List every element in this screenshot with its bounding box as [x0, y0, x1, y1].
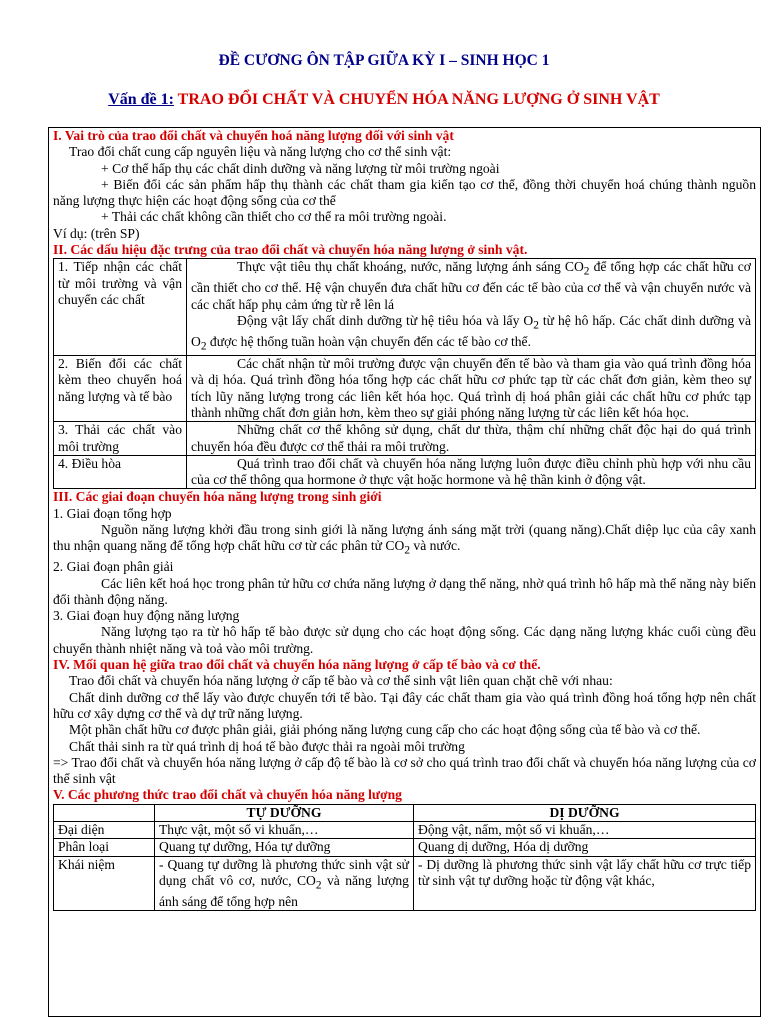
section-4-heading: IV. Mối quan hệ giữa trao đổi chất và chuyển hóa năng lượng ở cấp tế bào và cơ thể. [53, 657, 541, 673]
table-row [54, 839, 756, 856]
section-4-p4: Chất thải sinh ra từ quá trình dị hoá tế bào được thải ra ngoài môi trường [69, 738, 465, 754]
autotroph-cell: Quang tự dưỡng, Hóa tự dưỡng [155, 839, 414, 856]
header-autotroph: TỰ DƯỠNG [155, 804, 414, 821]
row-content: Các chất nhận từ môi trường được vận chuyển đến tế bào và tham gia vào quá trình đồng hóa và dị hóa. Quá trình đồng hóa tổng hợp các chất hữu cơ phức tạp từ các chất đơn giản, kèm theo sự tích lũy năng lượng trong các liên kết hóa học. Quá trình dị hoá phân giải các chất hữu cơ phức tạp thành những chất đơn giản hơn, kèm theo sự giải phóng năng lượng từ các liên kết hóa học. [187, 356, 756, 422]
header-empty [54, 804, 155, 821]
stage-2-text: Các liên kết hoá học trong phân tử hữu cơ chứa năng lượng ở dạng thế năng, nhờ quá trình hô hấp mà thế năng này biến đổi thành động năng. [53, 575, 756, 607]
section-2-heading: II. Các dấu hiệu đặc trưng của trao đổi chất và chuyển hóa năng lượng ở sinh vật. [53, 242, 528, 258]
row-label: Đại diện [54, 822, 155, 839]
row-label: 1. Tiếp nhận các chất từ môi trường và vận chuyển các chất [54, 259, 187, 356]
table-row [54, 455, 756, 489]
autotroph-concept: - Quang tự dưỡng là phương thức sinh vật sử dụng chất vô cơ, nước, $CO_2$ và năng lượng ánh sáng để tổng hợp nên [155, 856, 414, 911]
row-content: Thực vật tiêu thụ chất khoáng, nước, năng lượng ánh sáng $CO_2$ để tổng hợp các chất hữu cơ cần thiết cho cơ thể. Hệ vận chuyển đưa chất hữu cơ đến các tế bào của cơ thể và vận chuyển nước và các chất hấp phụ cảm ứng từ rễ lên lá Động vật lấy chất dinh dưỡng từ hệ tiêu hóa và lấy $O_2$ từ hệ hô hấp. Các chất dinh dưỡng và $O_2$ được hệ thống tuần hoàn vận chuyển đến các tế bào cơ thể. [187, 259, 756, 356]
section-4-p2: Chất dinh dưỡng cơ thể lấy vào được chuyển tới tế bào. Tại đây các chất tham gia vào quá trình đồng hoá tổng hợp nên chất hữu cơ xây dựng cơ thể và dự trữ năng lượng. [53, 689, 756, 721]
section-4-p3: Một phần chất hữu cơ được phân giải, giải phóng năng lượng cung cấp cho các hoạt động sống của tế bào và cơ thể. [69, 722, 701, 738]
stage-1-text: Nguồn năng lượng khởi đầu trong sinh giới là năng lượng ánh sáng mặt trời (quang năng).Chất diệp lục của cây xanh thu nhận quang năng để tổng hợp chất hữu cơ từ các phân tử $CO_2$ và nước. [53, 521, 756, 557]
row-label: Phân loại [54, 839, 155, 856]
table-row [54, 822, 756, 839]
stage-3-title: 3. Giai đoạn huy động năng lượng [53, 608, 240, 624]
stage-1-title: 1. Giai đoạn tổng hợp [53, 505, 172, 521]
row-label: 2. Biến đổi các chất kèm theo chuyển hoá năng lượng và tế bào [54, 356, 187, 422]
page-title: ĐỀ CƯƠNG ÔN TẬP GIỮA KỲ I – SINH HỌC 1 [218, 52, 550, 69]
section-1-example: Ví dụ: (trên SP) [53, 225, 140, 241]
row-content: Những chất cơ thể không sử dụng, chất dư thừa, thậm chí những chất độc hại do quá trình chuyển hóa đều được cơ thể thải ra môi trường. [187, 422, 756, 456]
section-3-heading: III. Các giai đoạn chuyển hóa năng lượng trong sinh giới [53, 489, 382, 505]
heterotroph-cell: Quang dị dưỡng, Hóa dị dưỡng [414, 839, 756, 856]
section-1-bullet-1: + Cơ thể hấp thụ các chất dinh dưỡng và năng lượng từ môi trường ngoài [101, 160, 500, 176]
table-row [54, 259, 756, 356]
row-label: 3. Thải các chất vào môi trường [54, 422, 187, 456]
table-row [54, 422, 756, 456]
content-box [48, 127, 761, 1017]
stage-2-title: 2. Giai đoạn phân giải [53, 559, 174, 575]
row-content: Quá trình trao đổi chất và chuyển hóa năng lượng luôn được điều chỉnh phù hợp với nhu cầu của cơ thể thông qua hormone ở thực vật hoặc hormone và hệ thần kinh ở động vật. [187, 455, 756, 489]
row-label: Khái niệm [54, 856, 155, 911]
characteristics-table [53, 258, 756, 489]
section-1-intro: Trao đổi chất cung cấp nguyên liệu và năng lượng cho cơ thể sinh vật: [69, 144, 452, 160]
row-label: 4. Điều hòa [54, 455, 187, 489]
topic-heading [0, 91, 768, 109]
section-5-heading: V. Các phương thức trao đổi chất và chuyển hóa năng lượng [53, 787, 402, 803]
header-heterotroph: DỊ DƯỠNG [414, 804, 756, 821]
table-row [54, 856, 756, 911]
heterotroph-concept: - Dị dưỡng là phương thức sinh vật lấy chất hữu cơ trực tiếp từ sinh vật tự dưỡng hoặc từ động vật khác, [414, 856, 756, 911]
autotroph-cell: Thực vật, một số vi khuẩn,… [155, 822, 414, 839]
section-4-conclusion: => Trao đổi chất và chuyển hóa năng lượng ở cấp độ tế bào là cơ sở cho quá trình trao đổi chất và chuyển hóa năng lượng của cơ thể sinh vật [53, 754, 756, 787]
section-4-p1: Trao đổi chất và chuyển hóa năng lượng ở cấp tế bào và cơ thể sinh vật liên quan chặt chẽ với nhau: [69, 673, 613, 689]
section-1-heading: I. Vai trò của trao đổi chất và chuyển hoá năng lượng đối với sinh vật [53, 128, 454, 143]
section-1-bullet-2: + Biến đổi các sản phẩm hấp thụ thành các chất tham gia kiến tạo cơ thể, đồng thời chuyển hoá chúng thành nguồn năng lượng thực hiện các hoạt động sống của cơ thể [53, 176, 756, 209]
section-1-bullet-3: + Thải các chất không cần thiết cho cơ thể ra môi trường ngoài. [101, 209, 447, 225]
topic-label: Vấn đề 1: [108, 91, 174, 108]
methods-table [53, 804, 756, 912]
heterotroph-cell: Động vật, nấm, một số vi khuẩn,… [414, 822, 756, 839]
table-row [54, 356, 756, 422]
table-header-row [54, 804, 756, 821]
topic-text: TRAO ĐỔI CHẤT VÀ CHUYỂN HÓA NĂNG LƯỢNG Ở SINH VẬT [177, 91, 660, 108]
stage-3-text: Năng lượng tạo ra từ hô hấp tế bào được sử dụng cho các hoạt động sống. Các dạng năng lượng khác cuối cùng đều chuyển thành nhiệt năng và toả vào môi trường. [53, 624, 756, 656]
